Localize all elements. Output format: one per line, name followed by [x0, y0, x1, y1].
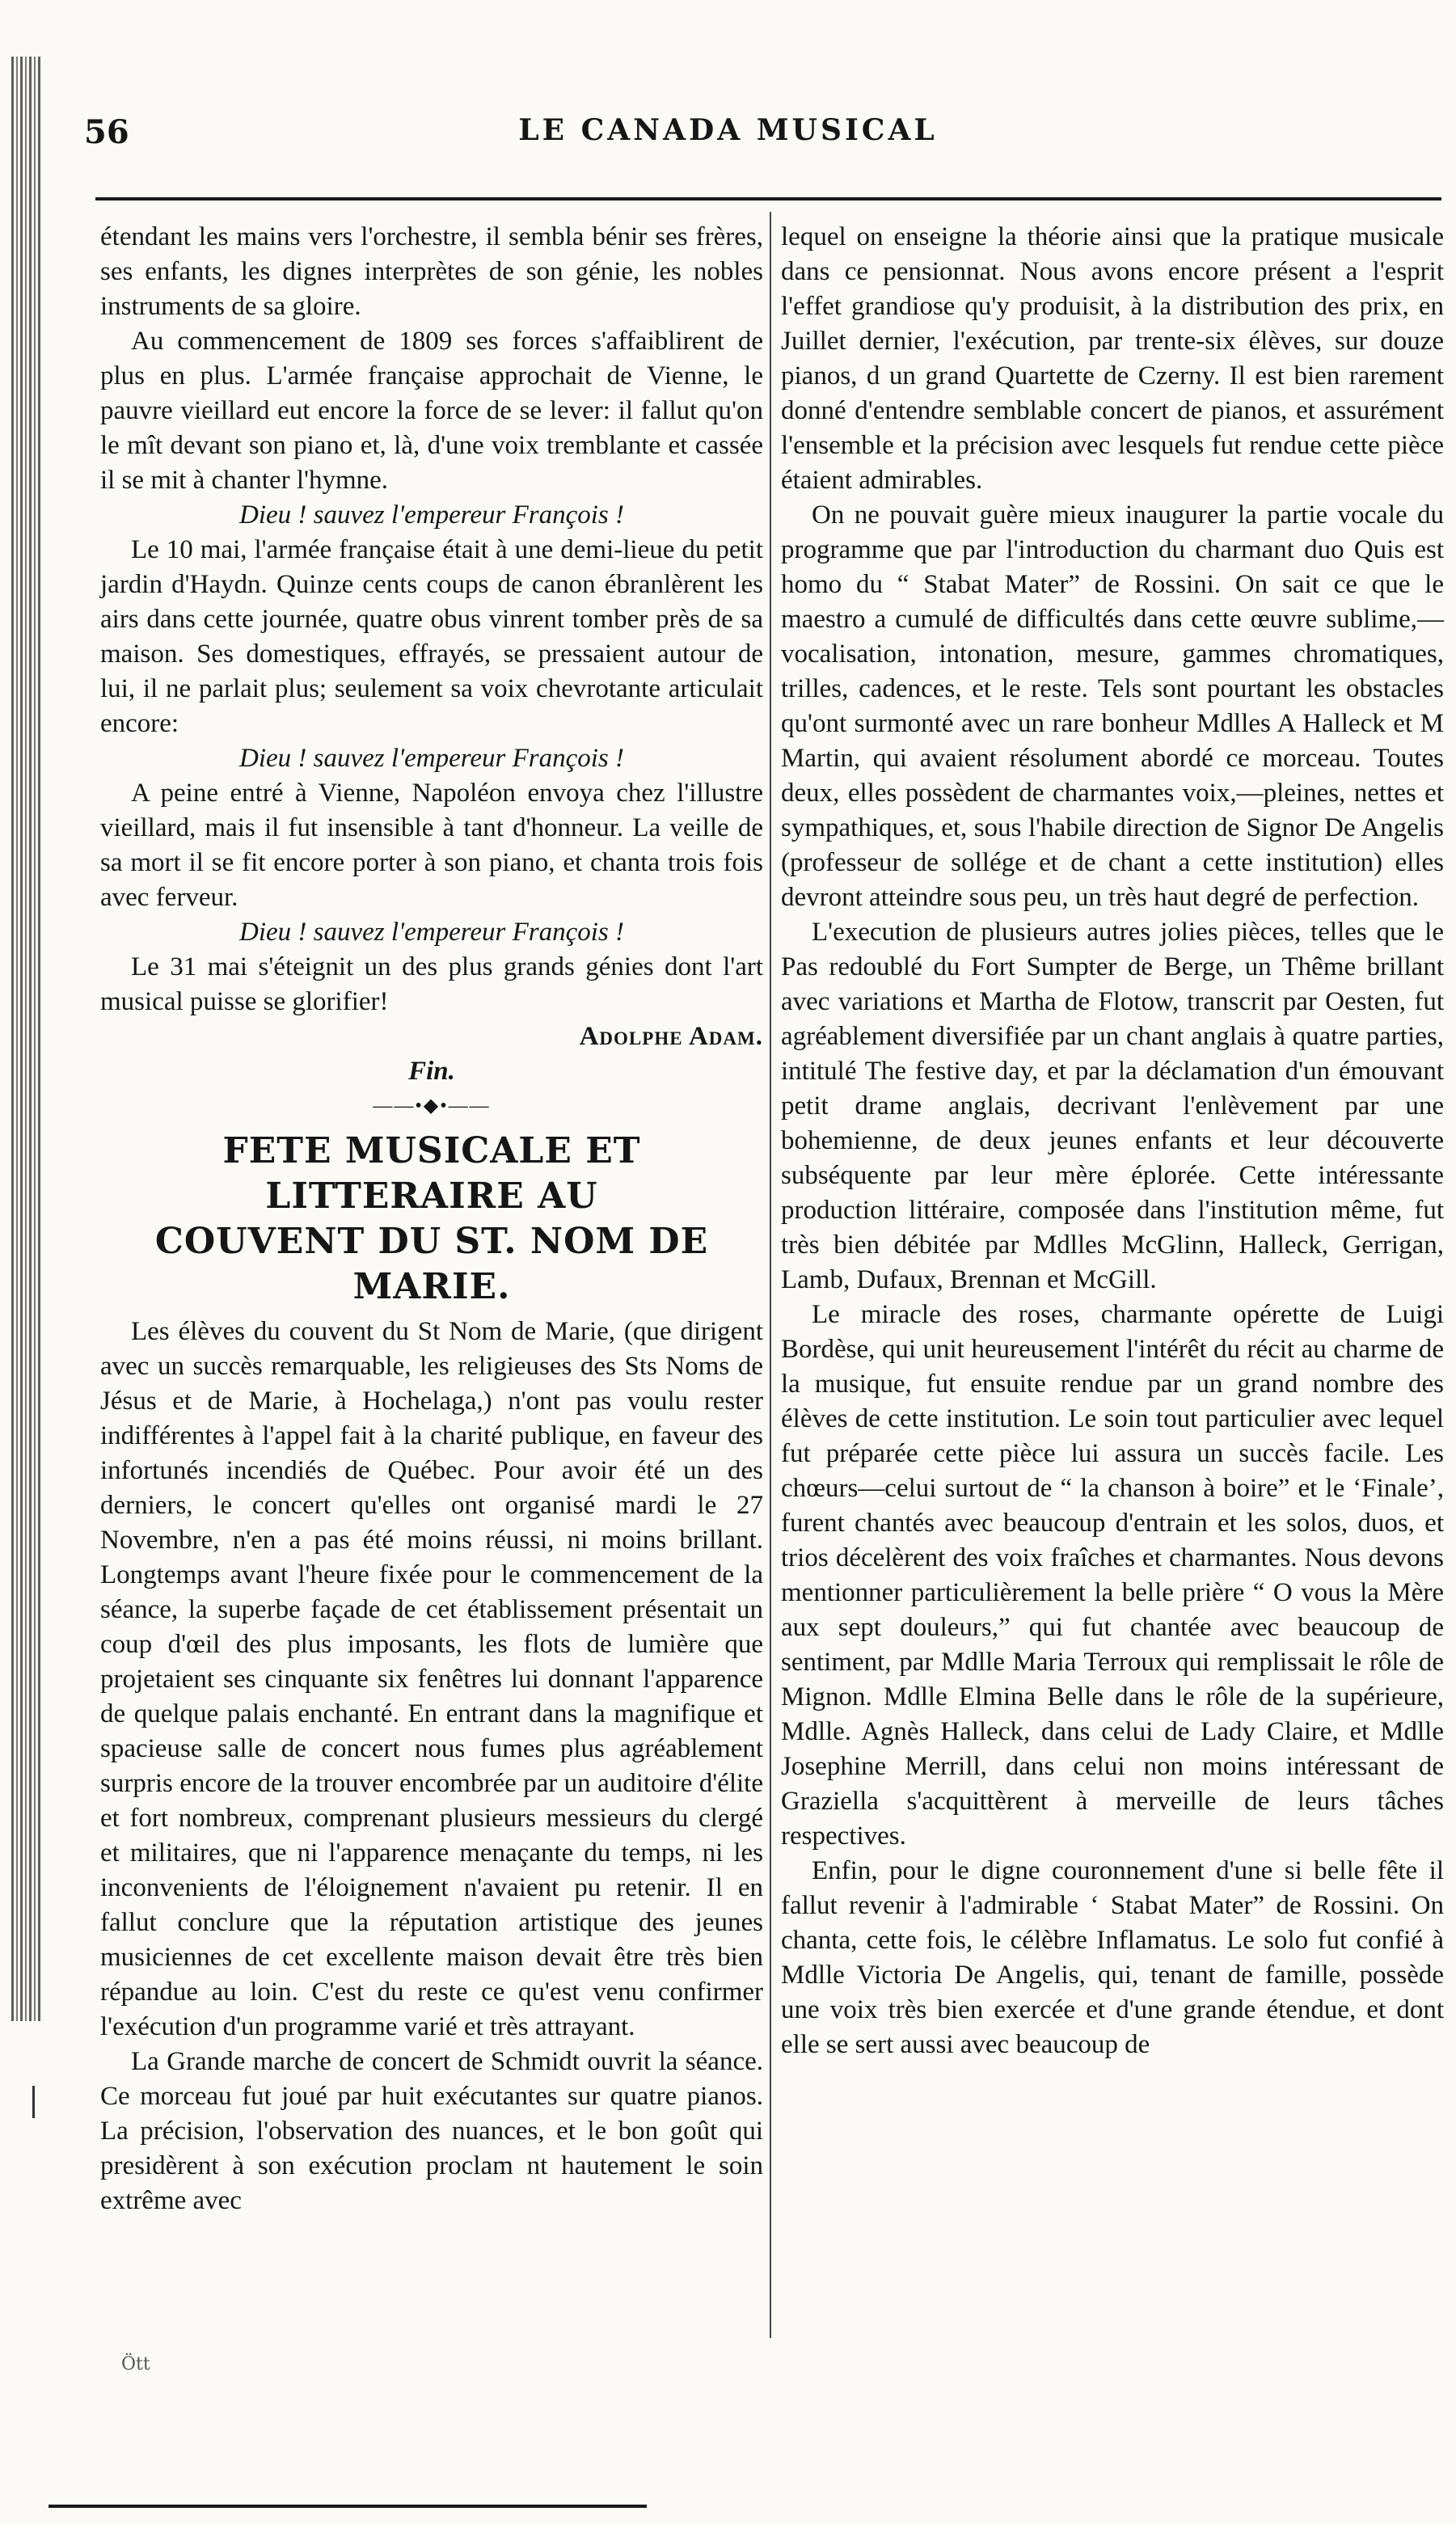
paragraph: Au commencement de 1809 ses forces s'affaiblirent de plus en plus. L'armée française approchait de Vienne, le pauvre vieillard eut encore la force de se lever: il fallut qu'on le mît devant son piano et, là, d'une voix tremblante et cassée il se mit à chanter l'hymne.	[100, 327, 763, 495]
paragraph: Enfin, pour le digne couronnement d'une si belle fête il fallut revenir à l'admirable ‘ Stabat Mater” de Rossini. On chanta, cette fois, le célèbre Inflamatus. Le solo fut confié à Mdlle Victoria De Angelis, qui, tenant de famille, possède une voix très bien exercée et d'une grande étendue, et dont elle se sert aussi avec beaucoup de	[781, 1856, 1444, 2059]
right-column	[781, 220, 1444, 2062]
paragraph: A peine entré à Vienne, Napoléon envoya chez l'illustre vieillard, mais il fut insensible à tant d'honneur. La veille de sa mort il se fit encore porter à son piano, et chanta trois fois avec ferveur.	[100, 779, 763, 912]
bottom-rule	[49, 2505, 647, 2508]
paragraph: On ne pouvait guère mieux inaugurer la partie vocale du programme que par l'introduction du charmant duo Quis est homo du “ Stabat Mater” de Rossini. On sait ce que le maestro a cumulé de difficultés dans cette œuvre sublime,— vocalisation, intonation, mesure, gammes chromatiques, trilles, cadences, et le reste. Tels sont pourtant les obstacles qu'ont surmonté avec un rare bonheur Mdlles A Halleck et M Martin, qui avaient résolument abordé ce morceau. Toutes deux, elles possèdent de charmantes voix,—pleines, nettes et sympathiques, et, sous l'habile direction de Signor De Angelis (professeur de sollége et de chant a cette institution) elles devront atteindre sous peu, un très haut degré de perfection.	[781, 500, 1444, 912]
anthem-line: Dieu ! sauvez l'empereur François !	[239, 918, 624, 947]
section-title-line: COUVENT DU ST. NOM DE MARIE.	[154, 1221, 709, 1307]
footer-mark: Ött	[121, 2354, 150, 2374]
section-title	[100, 1129, 763, 1310]
paragraph: lequel on enseigne la théorie ainsi que la pratique musicale dans ce pensionnat. Nous avons encore présent a l'esprit l'effet grandiose qu'y produisit, à la distribution des prix, en Juillet dernier, l'exécution, par trente-six élèves, sur douze pianos, d un grand Quartette de Czerny. Il est bien rarement donné d'entendre semblable concert de pianos, et assurément l'ensemble et la précision avec lesquels fut rendue cette pièce étaient admirables.	[781, 222, 1444, 495]
running-title: LE CANADA MUSICAL	[518, 113, 938, 147]
binding-tick	[32, 2086, 35, 2118]
paragraph: Le 10 mai, l'armée française était à une demi-lieue du petit jardin d'Haydn. Quinze cents coups de canon ébranlèrent les airs dans cette journée, quatre obus vinrent tomber près de sa maison. Ses domestiques, effrayés, se pressaient autour de lui, il ne parlait plus; seulement sa voix chevrotante articulait encore:	[100, 535, 763, 738]
paragraph: Le miracle des roses, charmante opérette de Luigi Bordèse, qui unit heureusement l'intérêt du récit au charme de la musique, fut ensuite rendue par un grand nombre des élèves de cette institution. Le soin tout particulier avec lequel fut préparée cette pièce lui assura un succès facile. Les chœurs—celui surtout de “ la chanson à boire” et le ‘Finale’, furent chantés avec beaucoup d'entrain et les solos, duos, et trios décelèrent des voix fraîches et charmantes. Nous devons mentionner particulièrement la belle prière “ O vous la Mère aux sept douleurs,” qui fut chantée avec beaucoup de sentiment, par Mdlle Maria Terroux qui remplissait le rôle de Mignon. Mdlle Elmina Belle dans le rôle de la supérieure, Mdlle. Agnès Halleck, dans celui de Lady Claire, et Mdlle Josephine Merrill, dans celui non moins intéressant de Graziella s'acquittèrent à merveille de leurs tâches respectives.	[781, 1300, 1444, 1851]
header-rule	[95, 197, 1441, 200]
paragraph: Les élèves du couvent du St Nom de Marie, (que dirigent avec un succès remarquable, les religieuses des Sts Noms de Jésus et de Marie, à Hochelaga,) n'ont pas voulu rester indifférentes à l'appel fait à la charité publique, en faveur des infortunés incendiés de Québec. Pour avoir été un des derniers, le concert qu'elles ont organisé mardi le 27 Novembre, n'en a pas été moins réussi, ni moins brillant. Longtemps avant l'heure fixée pour le commencement de la séance, la superbe façade de cet établissement présentait un coup d'œil des plus imposants, les flots de lumière que projetaient ses cinquante six fenêtres lui donnant l'apparence de quelque palais enchanté. En entrant dans la magnifique et spacieuse salle de concert nous fumes plus agréablement surpris encore de la trouver encombrée par un auditoire d'élite et fort nombreux, comprenant plusieurs messieurs du clergé et militaires, que ni l'apparence menaçante du temps, ni les inconvenients de l'éloignement n'avaient pu retenir. Il en fallut conclure que la réputation artistique des jeunes musiciennes de cet excellente maison devait être très bien répandue au loin. C'est du reste ce qu'est venu confirmer l'exécution d'un programme varié et très attrayant.	[100, 1317, 763, 2041]
author-signature: Adolphe Adam.	[579, 1022, 763, 1051]
left-column	[100, 220, 763, 2218]
section-title-line: FETE MUSICALE ET LITTERAIRE AU	[222, 1130, 641, 1217]
paragraph: Le 31 mai s'éteignit un des plus grands génies dont l'art musical puisse se glorifier!	[100, 952, 763, 1016]
page-number: 56	[84, 113, 129, 151]
paragraph: étendant les mains vers l'orchestre, il sembla bénir ses frères, ses enfants, les dignes interprètes de son génie, les nobles instruments de sa gloire.	[100, 222, 763, 321]
end-mark: Fin.	[408, 1057, 455, 1086]
column-divider	[770, 212, 771, 2338]
paragraph: L'execution de plusieurs autres jolies pièces, telles que le Pas redoublé du Fort Sumpter de Berge, un Thême brillant avec variations et Martha de Flotow, transcrit par Oesten, fut agréablement diversifiée par un chant anglais à quatre parties, intitulé The festive day, et par la déclamation d'un émouvant petit drame anglais, decrivant l'enlèvement par une bohemienne, de deux jeunes enfants et leur découverte subséquente par leur mère éplorée. Cette intéressante production littéraire, composée dans l'institution même, fut très bien débitée par Mdlles McGlinn, Halleck, Gerrigan, Lamb, Dufaux, Brennan et McGill.	[781, 918, 1444, 1294]
ornament-divider: ——•◆•——	[373, 1095, 491, 1116]
anthem-line: Dieu ! sauvez l'empereur François !	[239, 500, 624, 530]
binding-edge	[11, 57, 40, 2021]
paragraph: La Grande marche de concert de Schmidt ouvrit la séance. Ce morceau fut joué par huit exécutantes sur quatre pianos. La précision, l'observation des nuances, et le bon goût qui presidèrent à son exécution proclam nt hautement le soin extrême avec	[100, 2047, 763, 2215]
anthem-line: Dieu ! sauvez l'empereur François !	[239, 744, 624, 773]
